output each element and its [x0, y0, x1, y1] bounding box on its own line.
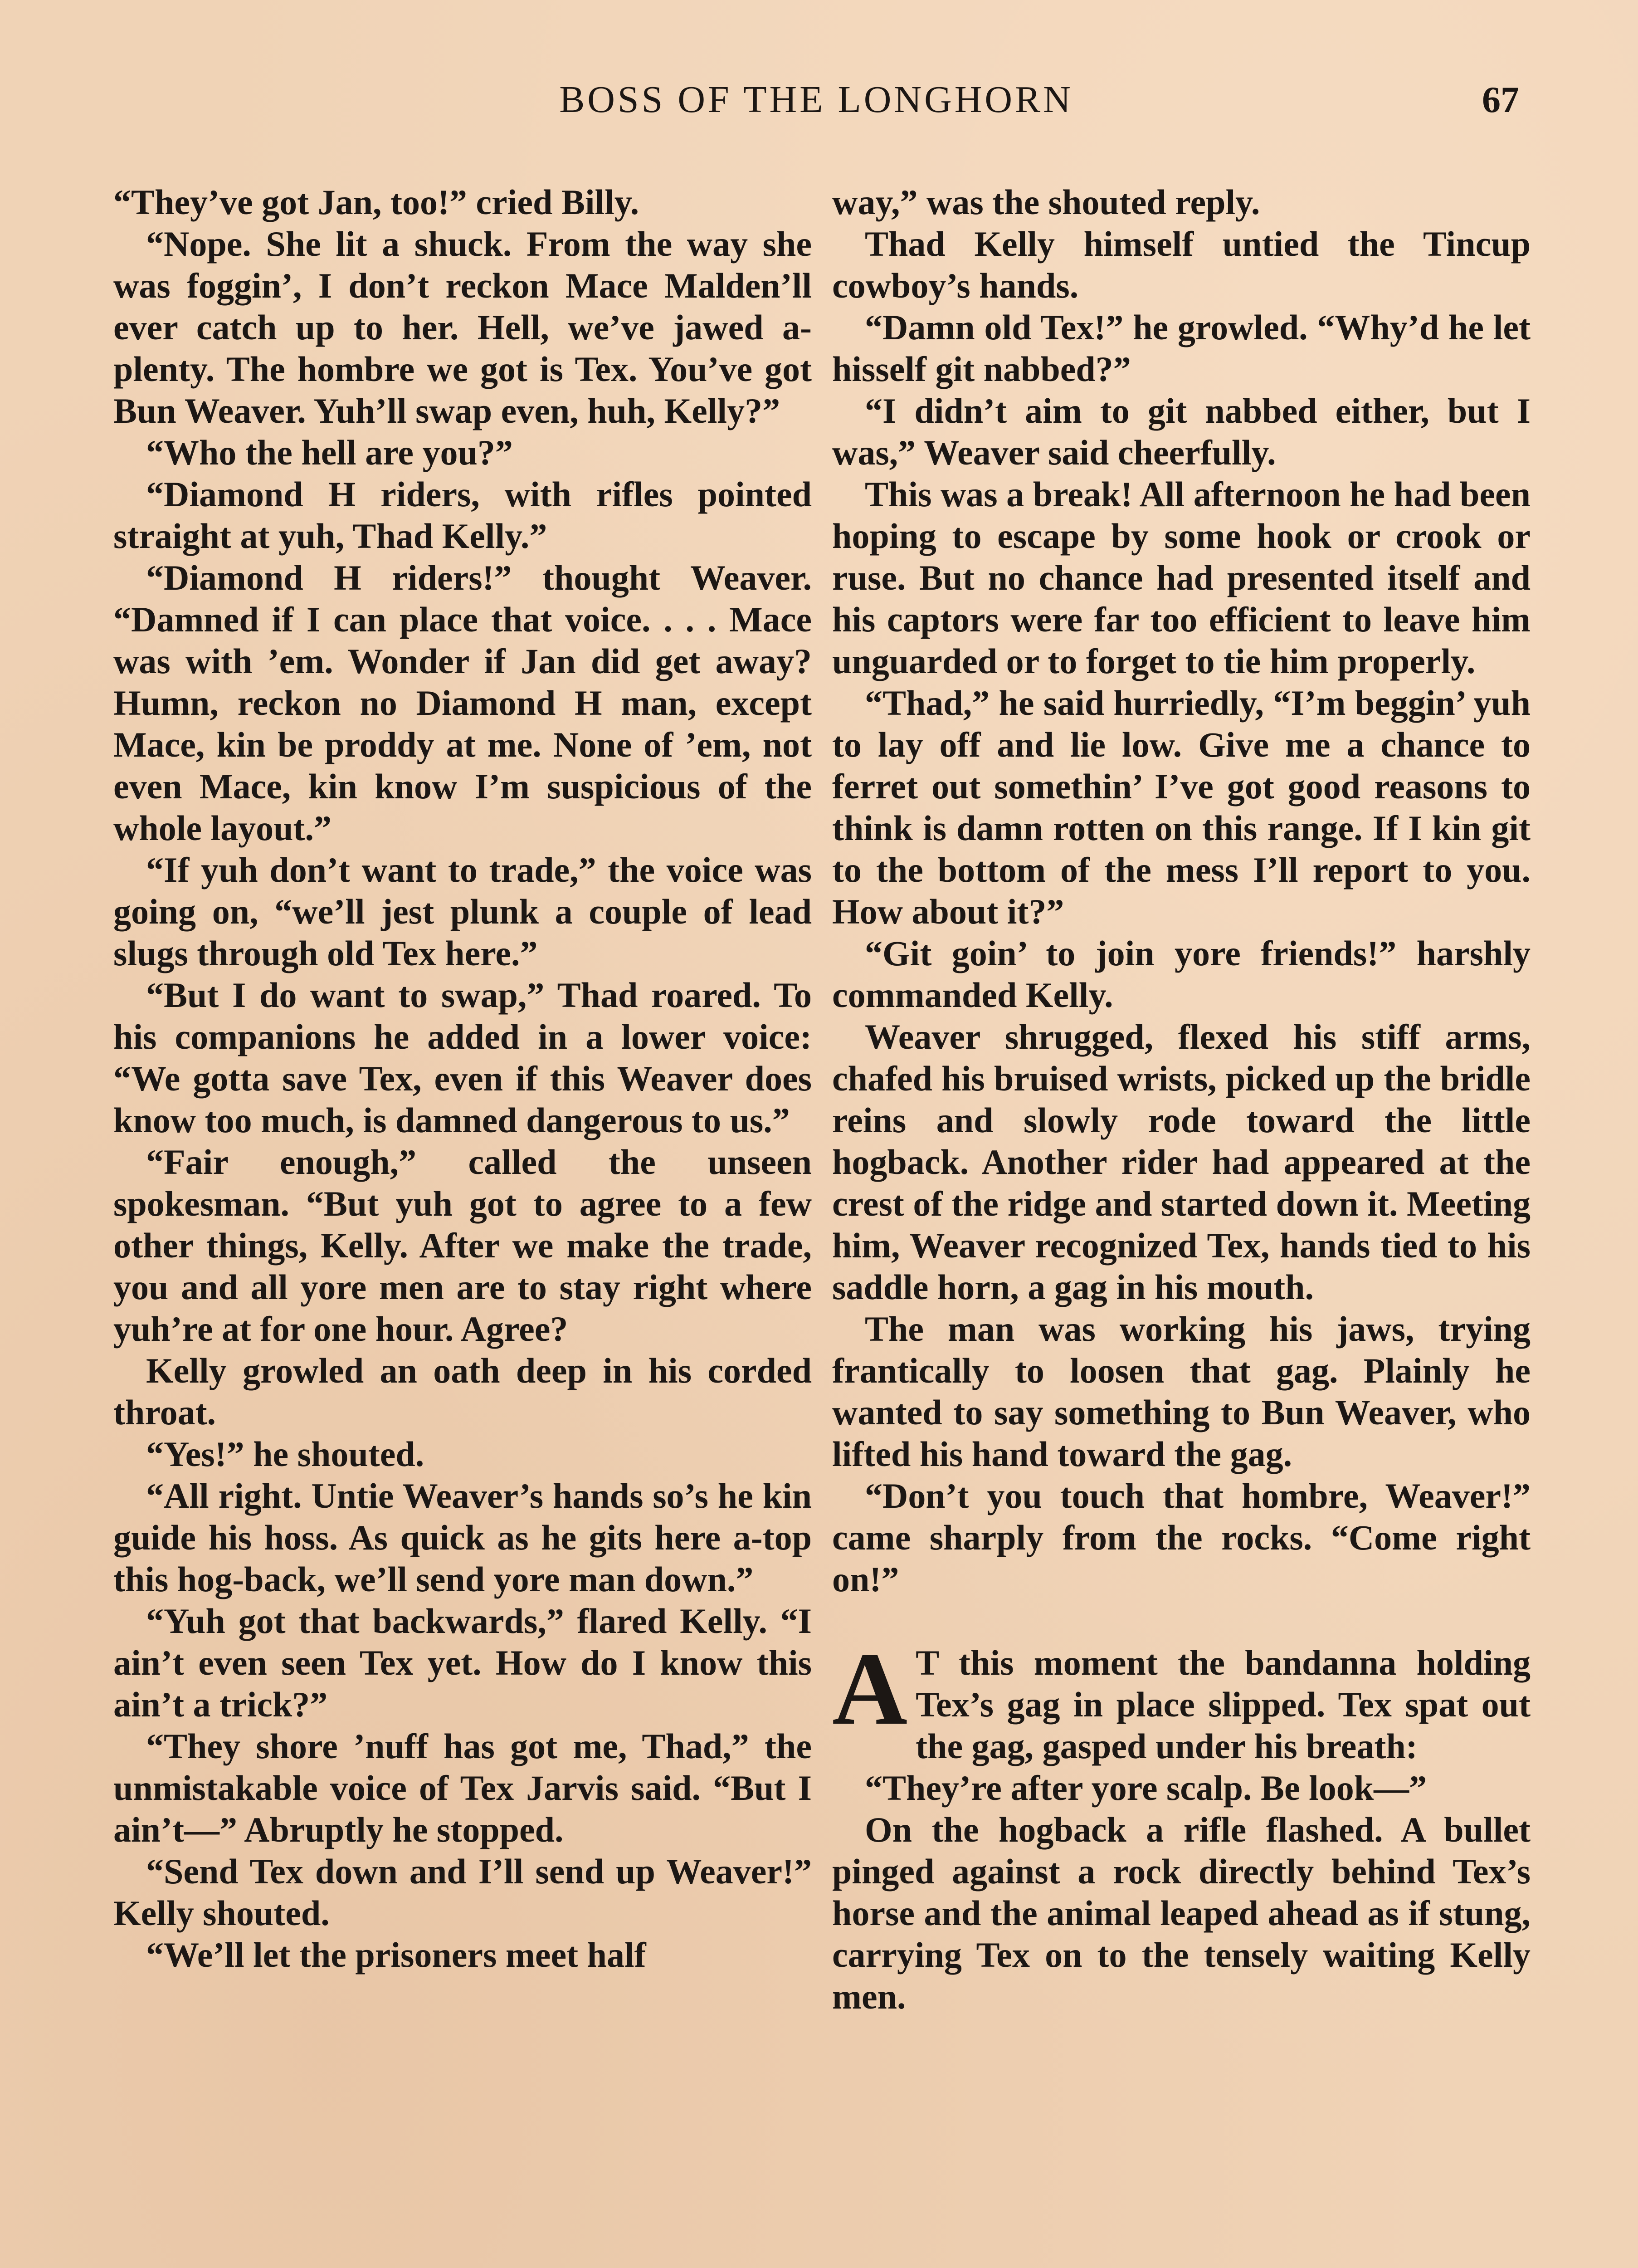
running-title: BOSS OF THE LONGHORN: [559, 78, 1073, 121]
paragraph: “If yuh don’t want to trade,” the voice was going on, “we’ll jest plunk a couple of lead slugs through old Tex here.”: [113, 850, 812, 973]
paragraph: “But I do want to swap,” Thad roared. To his companions he added in a lower voice: “We gotta save Tex, even if this Weaver does know too much, is damned dangerous to us.”: [113, 975, 812, 1140]
paragraph: This was a break! All afternoon he had been hoping to escape by some hook or crook or ruse. But no chance had presented itself and his captors were far too efficient to leave him unguarded or to forget to tie him properly.: [832, 474, 1531, 681]
paragraph: Thad Kelly himself untied the Tincup cowboy’s hands.: [832, 224, 1531, 305]
paragraph: “Don’t you touch that hombre, Weaver!” came sharply from the rocks. “Come right on!”: [832, 1476, 1531, 1599]
paragraph: Kelly growled an oath deep in his corded throat.: [113, 1351, 812, 1432]
paragraph: “Git goin’ to join yore friends!” harshly commanded Kelly.: [832, 934, 1531, 1015]
right-column: [832, 181, 1531, 2018]
section-opening-paragraph: [832, 1631, 1531, 1767]
drop-cap: A: [832, 1631, 908, 1746]
paragraph: On the hogback a rifle flashed. A bullet pinged against a rock directly behind Tex’s horse and the animal leaped ahead as if stung, carrying Tex on to the tensely waiting Kelly men.: [832, 1810, 1531, 2016]
paragraph: “They’ve got Jan, too!” cried Billy.: [113, 182, 639, 222]
paragraph: “I didn’t aim to git nabbed either, but I was,” Weaver said cheerfully.: [832, 391, 1531, 472]
paragraph: The man was working his jaws, trying frantically to loosen that gag. Plainly he wanted to say something to Bun Weaver, who lifted his hand toward the gag.: [832, 1309, 1531, 1474]
paragraph: “They’re after yore scalp. Be look—”: [865, 1768, 1427, 1808]
paragraph: “We’ll let the prisoners meet half: [146, 1935, 646, 1975]
paragraph: “Yes!” he shouted.: [146, 1434, 424, 1474]
page-number: 67: [1482, 79, 1519, 120]
left-column: [113, 181, 812, 1976]
paragraph: “Thad,” he said hurriedly, “I’m beggin’ yuh to lay off and lie low. Give me a chance to ferret out somethin’ I’ve got good reasons to think is damn rotten on this range. If I kin git to the bottom of the mess I’ll report to you. How about it?”: [832, 683, 1531, 931]
paragraph: “Diamond H riders, with rifles pointed straight at yuh, Thad Kelly.”: [113, 474, 812, 556]
paragraph: “Yuh got that backwards,” flared Kelly. “I ain’t even seen Tex yet. How do I know this ain’t a trick?”: [113, 1601, 812, 1724]
paragraph: “Fair enough,” called the unseen spokesman. “But yuh got to agree to a few other things, Kelly. After we make the trade, you and all yore men are to stay right where yuh’re at for one hour. Agree?: [113, 1142, 812, 1349]
paragraph-continued: way,” was the shouted reply.: [832, 182, 1260, 222]
paragraph: “Send Tex down and I’ll send up Weaver!” Kelly shouted.: [113, 1852, 812, 1933]
paragraph: “Nope. She lit a shuck. From the way she was foggin’, I don’t reckon Mace Malden’ll ever catch up to her. Hell, we’ve jawed a-plenty. The hombre we got is Tex. You’ve got Bun Weaver. Yuh’ll swap even, huh, Kelly?”: [113, 224, 812, 430]
section-opening-text: T this moment the bandanna holding Tex’s gag in place slipped. Tex spat out the gag, gasped under his breath:: [916, 1643, 1531, 1766]
paragraph: “Damn old Tex!” he growled. “Why’d he let hisself git nabbed?”: [832, 308, 1531, 389]
page-header: [113, 73, 1519, 127]
paragraph: “They shore ’nuff has got me, Thad,” the unmistakable voice of Tex Jarvis said. “But I ain’t—” Abruptly he stopped.: [113, 1726, 812, 1849]
paragraph: “Diamond H riders!” thought Weaver. “Damned if I can place that voice. . . . Mace was with ’em. Wonder if Jan did get away? Humn, reckon no Diamond H man, except Mace, kin be proddy at me. None of ’em, not even Mace, kin know I’m suspicious of the whole layout.”: [113, 558, 812, 848]
paragraph: “All right. Untie Weaver’s hands so’s he kin guide his hoss. As quick as he gits here a-top this hog-back, we’ll send yore man down.”: [113, 1476, 812, 1599]
paragraph: “Who the hell are you?”: [146, 433, 513, 472]
paragraph: Weaver shrugged, flexed his stiff arms, chafed his bruised wrists, picked up the bridle reins and slowly rode toward the little hogback. Another rider had appeared at the crest of the ridge and started down it. Meeting him, Weaver recognized Tex, hands tied to his saddle horn, a gag in his mouth.: [832, 1017, 1531, 1307]
section-break: [832, 1600, 1531, 1642]
